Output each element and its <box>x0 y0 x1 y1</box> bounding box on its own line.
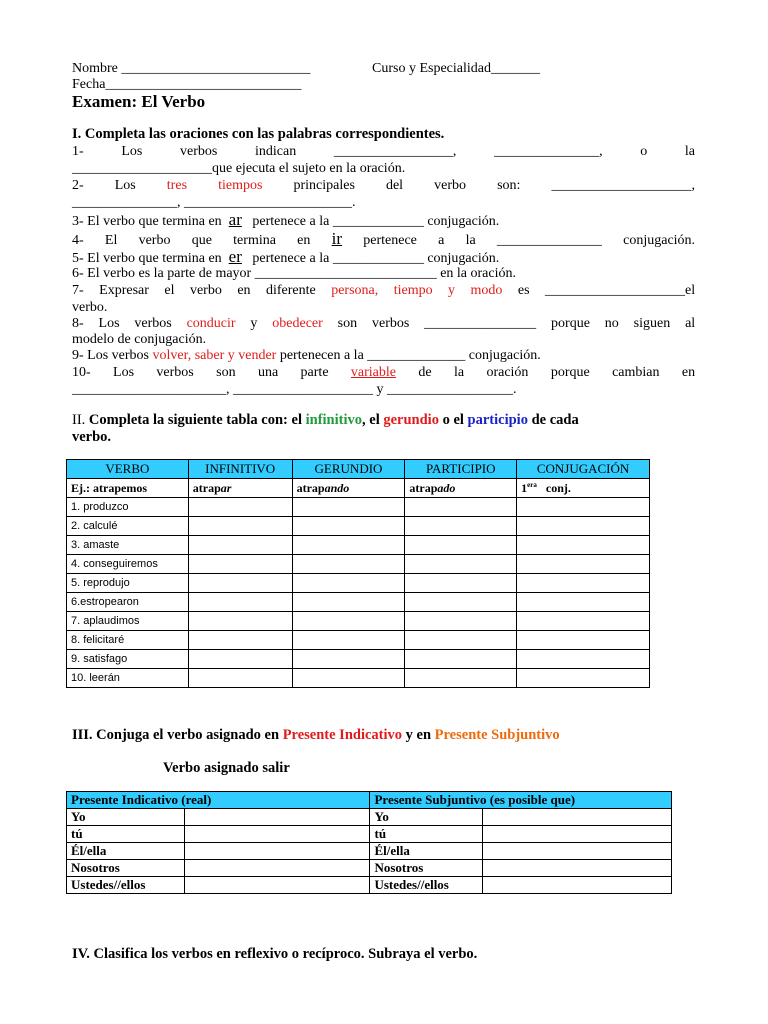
conjugation-header <box>67 792 672 809</box>
table-row: 6.estropearon <box>67 593 650 612</box>
table-row: 9. satisfago <box>67 650 650 669</box>
question-10-cont: ______________________, ____________________ y __________________. <box>72 382 517 397</box>
table-row: 8. felicitaré <box>67 631 650 650</box>
curso-field[interactable]: Curso y Especialidad_______ <box>372 61 540 76</box>
question-1-cont: ____________________que ejecuta el sujeto en la oración. <box>72 161 406 176</box>
nombre-field[interactable]: Nombre ___________________________ <box>72 61 311 76</box>
question-4: 4- El verbo que termina en ir pertenece a la _______________ conjugación. <box>72 229 696 248</box>
exam-title: Examen: El Verbo <box>72 92 206 111</box>
question-10: 10- Los verbos son una parte variable de la oración porque cambian en <box>72 365 696 380</box>
verb-table <box>66 459 650 688</box>
section4-heading: IV. Clasifica los verbos en reflexivo o recíproco. Subraya el verbo. <box>72 946 478 962</box>
section2-heading: II. Completa la siguiente tabla con: el infinitivo, el gerundio o el participio de cada <box>72 412 579 428</box>
section2-heading-cont: verbo. <box>72 429 112 445</box>
conjugation-table <box>66 791 672 894</box>
question-1: 1- Los verbos indican _________________, _______________, o la <box>72 144 696 159</box>
question-9: 9- Los verbos volver, saber y vender pertenecen a la ______________ conjugación. <box>72 348 541 363</box>
table-row: 10. leerán <box>67 669 650 688</box>
col-presente-subjuntivo: Presente Subjuntivo (es posible que) <box>370 792 672 809</box>
col-presente-indicativo: Presente Indicativo (real) <box>67 792 370 809</box>
section1-heading: I. Completa las oraciones con las palabras correspondientes. <box>72 126 445 142</box>
table-row: 7. aplaudimos <box>67 612 650 631</box>
table-row: 1. produzco <box>67 498 650 517</box>
col-gerundio: GERUNDIO <box>292 460 405 479</box>
table-row: Yo Yo <box>67 809 672 826</box>
table-row: 4. conseguiremos <box>67 555 650 574</box>
question-6: 6- El verbo es la parte de mayor __________________________ en la oración. <box>72 266 517 281</box>
table-row: 3. amaste <box>67 536 650 555</box>
assigned-verb: Verbo asignado salir <box>163 760 290 776</box>
verb-table-header <box>67 460 650 479</box>
col-verbo: VERBO <box>67 460 189 479</box>
table-row: 2. calculé <box>67 517 650 536</box>
table-row: Ustedes//ellos Ustedes//ellos <box>67 877 672 894</box>
table-row: Nosotros Nosotros <box>67 860 672 877</box>
question-8: 8- Los verbos conducir y obedecer son verbos ________________ porque no siguen al <box>72 316 696 331</box>
fecha-field[interactable]: Fecha____________________________ <box>72 77 302 92</box>
question-2-cont: _______________, ________________________. <box>72 195 356 210</box>
section3-heading: III. Conjuga el verbo asignado en Presente Indicativo y en Presente Subjuntivo <box>72 727 560 743</box>
example-row: Ej.: atrapemos atrapar atrapando atrapado $1^{era}$ conj. <box>67 479 650 498</box>
question-2: 2- Los tres tiempos principales del verbo son: ____________________, <box>72 178 695 193</box>
table-row: Él/ella Él/ella <box>67 843 672 860</box>
question-8-cont: modelo de conjugación. <box>72 332 207 347</box>
table-row: 5. reprodujo <box>67 574 650 593</box>
question-7-cont: verbo. <box>72 300 108 315</box>
col-infinitivo: INFINITIVO <box>188 460 292 479</box>
table-row: tú tú <box>67 826 672 843</box>
question-5: 5- El verbo que termina en er pertenece a la _____________ conjugación. <box>72 247 500 266</box>
col-conjugacion: CONJUGACIÓN <box>517 460 650 479</box>
question-3: 3- El verbo que termina en ar pertenece a la _____________ conjugación. <box>72 210 500 229</box>
col-participio: PARTICIPIO <box>405 460 517 479</box>
question-7: 7- Expresar el verbo en diferente persona, tiempo y modo es ____________________el <box>72 283 696 298</box>
